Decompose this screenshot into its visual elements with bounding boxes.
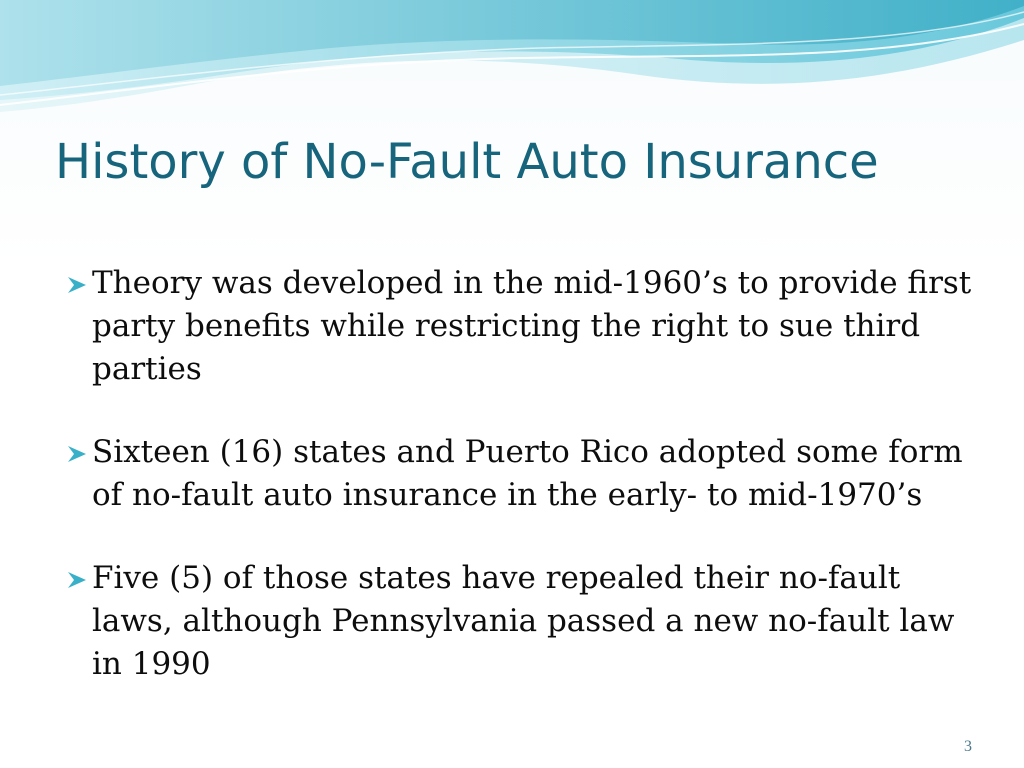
arrow-bullet-icon bbox=[66, 570, 88, 590]
slide-title: History of No-Fault Auto Insurance bbox=[55, 134, 879, 190]
bullet-item bbox=[62, 557, 982, 686]
bullet-text: Theory was developed in the mid-1960’s to provide first party benefits while restricting the right to sue third parties bbox=[92, 265, 972, 387]
bullet-item bbox=[62, 262, 982, 391]
page-number: 3 bbox=[964, 738, 972, 755]
bullet-text: Five (5) of those states have repealed their no-fault laws, although Pennsylvania passed a new no-fault law in 1990 bbox=[92, 560, 955, 682]
bullet-text: Sixteen (16) states and Puerto Rico adopted some form of no-fault auto insurance in the early- to mid-1970’s bbox=[92, 434, 963, 513]
arrow-bullet-icon bbox=[66, 444, 88, 464]
bullet-list bbox=[62, 262, 982, 726]
header-wave-decoration bbox=[0, 0, 1024, 125]
bullet-item bbox=[62, 431, 982, 517]
arrow-bullet-icon bbox=[66, 275, 88, 295]
